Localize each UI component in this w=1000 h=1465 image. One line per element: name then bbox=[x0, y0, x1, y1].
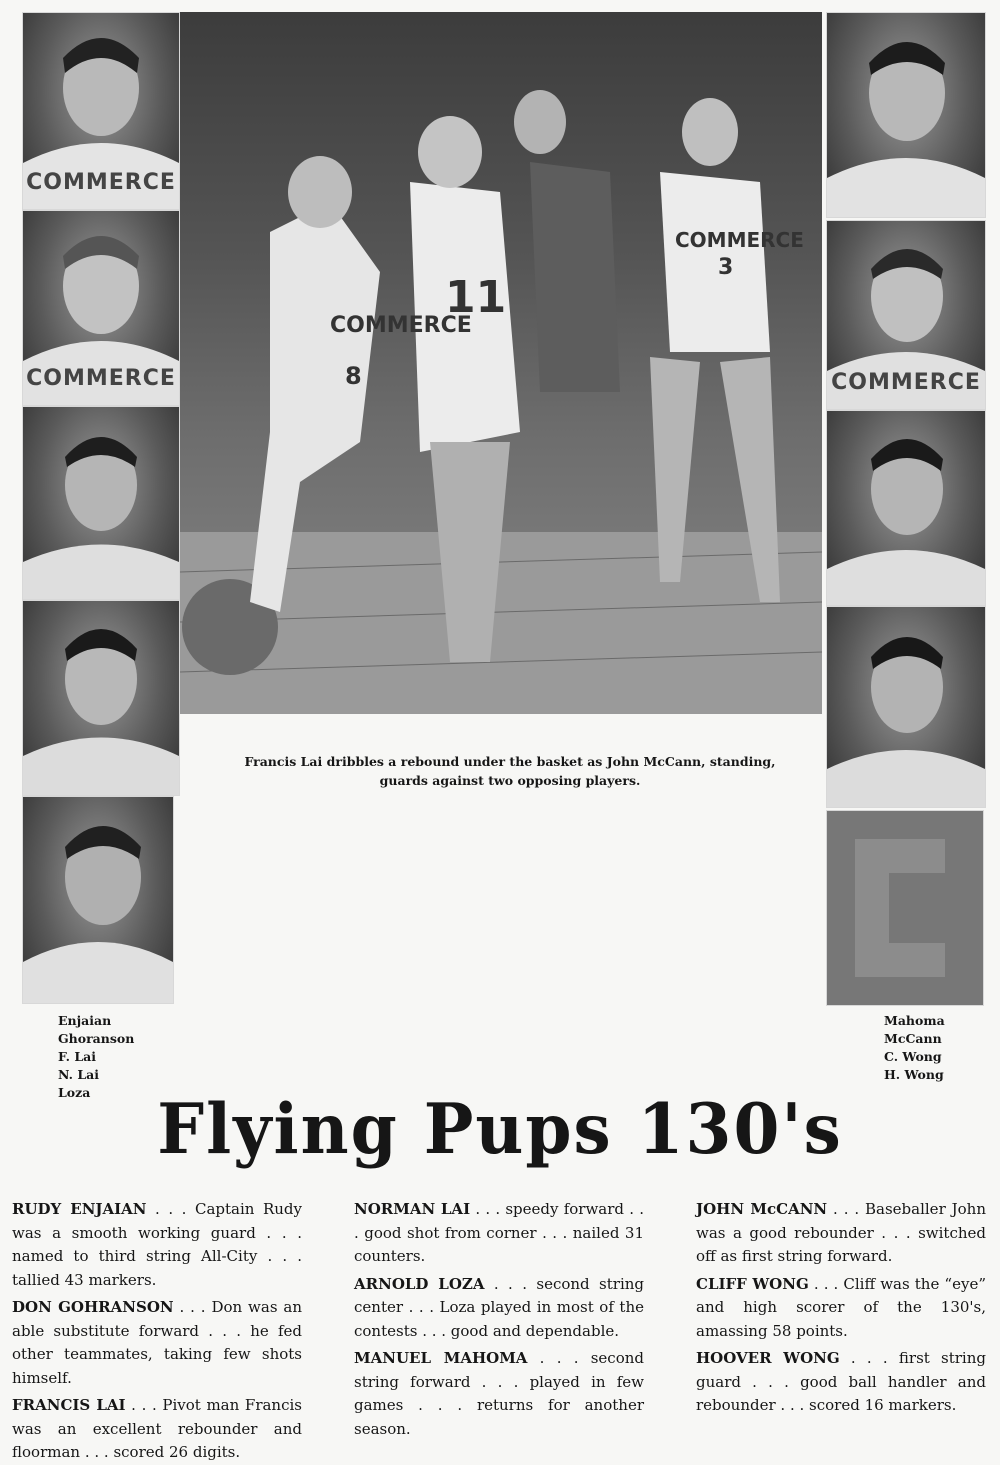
player-paragraph bbox=[12, 1296, 302, 1390]
player-lead: CLIFF WONG bbox=[696, 1274, 809, 1293]
portrait-loza bbox=[22, 796, 174, 1004]
portrait-h-wong bbox=[826, 606, 986, 808]
player-text: . . . Don was an able substitute forward . . . he fed other teammates, taking few shots himself. bbox=[12, 1298, 303, 1387]
player-text: . . . Pivot man Francis was an excellent rebounder and floorman . . . scored 26 digits. bbox=[12, 1396, 302, 1461]
player-text: . . . Baseballer John was a good rebounder . . . switched off as first string forward. bbox=[696, 1200, 986, 1265]
player-name: Loza bbox=[58, 1085, 91, 1100]
player-name: C. Wong bbox=[884, 1049, 942, 1064]
text-column-3 bbox=[696, 1198, 986, 1418]
player-paragraph bbox=[12, 1394, 302, 1465]
player-name: Mahoma bbox=[884, 1013, 945, 1028]
right-name-list bbox=[884, 1012, 945, 1084]
portrait-n-lai bbox=[22, 600, 180, 796]
player-paragraph bbox=[354, 1198, 644, 1269]
jersey-text: COMMERCE bbox=[26, 366, 176, 391]
text-column-2 bbox=[354, 1198, 644, 1441]
jersey-number-11: 11 bbox=[445, 272, 507, 323]
player-name: Ghoranson bbox=[58, 1031, 135, 1046]
player-paragraph bbox=[354, 1273, 644, 1344]
portrait-enjaian bbox=[22, 12, 180, 210]
player-lead: NORMAN LAI bbox=[354, 1200, 471, 1218]
jersey-text-8: COMMERCE bbox=[330, 313, 472, 338]
player-paragraph bbox=[696, 1273, 986, 1344]
caption-line: Francis Lai dribbles a rebound under the basket as John McCann, standing, bbox=[244, 754, 776, 769]
player-lead: FRANCIS LAI bbox=[12, 1396, 126, 1414]
player-text: . . . Captain Rudy was a smooth working guard . . . named to third string All-City . . . tallied 43 markers. bbox=[12, 1200, 302, 1289]
player-paragraph bbox=[696, 1347, 986, 1418]
photo-caption bbox=[240, 752, 780, 790]
portrait-f-lai bbox=[22, 406, 180, 600]
player-text: . . . Cliff was the “eye” and high scorer of the 130's, amassing 58 points. bbox=[696, 1274, 986, 1340]
player-paragraph bbox=[12, 1198, 302, 1292]
player-name: Enjaian bbox=[58, 1013, 112, 1028]
page-title: Flying Pups 130's bbox=[157, 1088, 843, 1170]
portrait-c-wong bbox=[826, 410, 986, 606]
jersey-text: COMMERCE bbox=[26, 170, 176, 195]
player-lead: DON GOHRANSON bbox=[12, 1298, 174, 1316]
portrait-mccann bbox=[826, 220, 986, 410]
player-paragraph bbox=[354, 1347, 644, 1441]
player-lead: JOHN McCANN bbox=[696, 1200, 828, 1218]
player-name: McCann bbox=[884, 1031, 942, 1046]
jersey-text-3: COMMERCE bbox=[675, 228, 804, 252]
player-lead: HOOVER WONG bbox=[696, 1349, 840, 1367]
player-text: . . . first string guard . . . good ball handler and rebounder . . . scored 16 markers. bbox=[696, 1349, 986, 1414]
player-name: H. Wong bbox=[884, 1067, 944, 1082]
player-text: . . . second string forward . . . played in few games . . . returns for another season. bbox=[354, 1349, 644, 1438]
jersey-number-3: 3 bbox=[718, 255, 734, 280]
portrait-gohranson bbox=[22, 210, 180, 406]
portrait-mahoma bbox=[826, 12, 986, 218]
player-paragraph bbox=[696, 1198, 986, 1269]
player-name: F. Lai bbox=[58, 1049, 96, 1064]
player-lead: RUDY ENJAIAN bbox=[12, 1200, 147, 1218]
letter-c-emblem bbox=[826, 810, 984, 1006]
player-text: . . . second string center . . . Loza played in most of the contests . . . good and dependable. bbox=[354, 1274, 645, 1340]
caption-line: guards against two opposing players. bbox=[379, 773, 641, 788]
player-name: N. Lai bbox=[58, 1067, 99, 1082]
text-column-1 bbox=[12, 1198, 302, 1465]
player-lead: MANUEL MAHOMA bbox=[354, 1349, 528, 1367]
main-action-photo bbox=[180, 12, 822, 714]
jersey-text: COMMERCE bbox=[831, 370, 981, 395]
jersey-number-8: 8 bbox=[345, 362, 362, 390]
player-lead: ARNOLD LOZA bbox=[354, 1274, 485, 1293]
player-text: . . . speedy forward . . . good shot from corner . . . nailed 31 counters. bbox=[354, 1200, 645, 1265]
